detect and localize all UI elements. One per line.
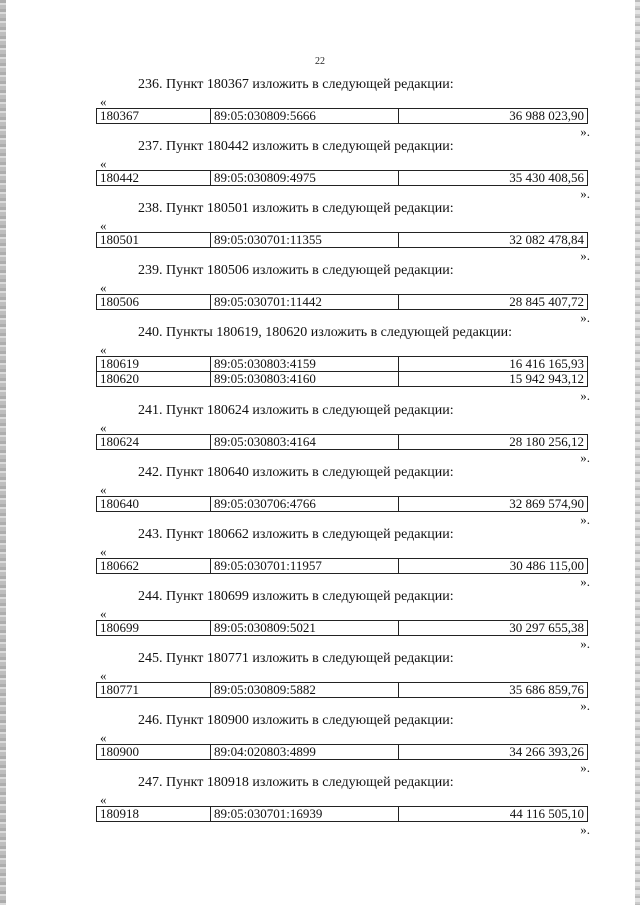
- amendment-instruction: 237. Пункт 180442 изложить в следующей редакции:: [138, 139, 454, 154]
- amendment-instruction: 246. Пункт 180900 изложить в следующей редакции:: [138, 713, 454, 728]
- cell-cadastral: 89:05:030803:4164: [211, 435, 399, 450]
- amendment-instruction: 242. Пункт 180640 изложить в следующей редакции:: [138, 465, 454, 480]
- amendment-block: [0, 324, 640, 402]
- close-quote: ».: [580, 124, 590, 139]
- open-quote: «: [100, 94, 107, 109]
- cell-value: 30 486 115,00: [399, 559, 588, 574]
- open-quote: «: [100, 280, 107, 295]
- amendment-instruction: 244. Пункт 180699 изложить в следующей редакции:: [138, 589, 454, 604]
- open-quote: «: [100, 544, 107, 559]
- close-quote: ».: [580, 186, 590, 201]
- close-quote: ».: [580, 698, 590, 713]
- amendment-block: [0, 712, 640, 774]
- cell-value: 28 180 256,12: [399, 435, 588, 450]
- close-quote: ».: [580, 450, 590, 465]
- open-quote: «: [100, 730, 107, 745]
- table-row: [97, 621, 588, 636]
- amendment-block: [0, 526, 640, 588]
- amendment-table: [96, 558, 588, 574]
- table-row: [97, 497, 588, 512]
- table-row: [97, 357, 588, 372]
- cell-value: 34 266 393,26: [399, 745, 588, 760]
- open-quote: «: [100, 792, 107, 807]
- cell-value: 32 869 574,90: [399, 497, 588, 512]
- close-quote: ».: [580, 248, 590, 263]
- table-row: [97, 109, 588, 124]
- cell-value: 36 988 023,90: [399, 109, 588, 124]
- cell-cadastral: 89:05:030809:5666: [211, 109, 399, 124]
- cell-cadastral: 89:05:030803:4159: [211, 357, 399, 372]
- cell-id: 180624: [97, 435, 211, 450]
- amendment-instruction: 245. Пункт 180771 изложить в следующей редакции:: [138, 651, 454, 666]
- amendment-instruction: 238. Пункт 180501 изложить в следующей редакции:: [138, 201, 454, 216]
- amendment-table: [96, 434, 588, 450]
- cell-value: 35 686 859,76: [399, 683, 588, 698]
- open-quote: «: [100, 420, 107, 435]
- cell-id: 180640: [97, 497, 211, 512]
- cell-value: 44 116 505,10: [399, 807, 588, 822]
- amendment-table: [96, 806, 588, 822]
- amendment-block: [0, 200, 640, 262]
- cell-value: 30 297 655,38: [399, 621, 588, 636]
- amendments-list: [0, 76, 640, 836]
- table-row: [97, 372, 588, 387]
- close-quote: ».: [580, 822, 590, 837]
- cell-id: 180620: [97, 372, 211, 387]
- page-number: 22: [315, 56, 325, 67]
- cell-id: 180442: [97, 171, 211, 186]
- close-quote: ».: [580, 760, 590, 775]
- table-row: [97, 295, 588, 310]
- amendment-instruction: 243. Пункт 180662 изложить в следующей редакции:: [138, 527, 454, 542]
- cell-value: 35 430 408,56: [399, 171, 588, 186]
- amendment-instruction: 239. Пункт 180506 изложить в следующей редакции:: [138, 263, 454, 278]
- cell-cadastral: 89:05:030701:11957: [211, 559, 399, 574]
- cell-cadastral: 89:05:030809:5882: [211, 683, 399, 698]
- open-quote: «: [100, 668, 107, 683]
- amendment-block: [0, 464, 640, 526]
- cell-value: 15 942 943,12: [399, 372, 588, 387]
- cell-cadastral: 89:05:030706:4766: [211, 497, 399, 512]
- close-quote: ».: [580, 310, 590, 325]
- close-quote: ».: [580, 574, 590, 589]
- close-quote: ».: [580, 636, 590, 651]
- table-row: [97, 435, 588, 450]
- cell-id: 180662: [97, 559, 211, 574]
- cell-id: 180771: [97, 683, 211, 698]
- cell-cadastral: 89:05:030701:11355: [211, 233, 399, 248]
- amendment-table: [96, 232, 588, 248]
- amendment-block: [0, 76, 640, 138]
- cell-cadastral: 89:05:030701:16939: [211, 807, 399, 822]
- close-quote: ».: [580, 388, 590, 403]
- amendment-table: [96, 496, 588, 512]
- cell-value: 16 416 165,93: [399, 357, 588, 372]
- cell-id: 180619: [97, 357, 211, 372]
- cell-cadastral: 89:04:020803:4899: [211, 745, 399, 760]
- amendment-block: [0, 774, 640, 836]
- amendment-instruction: 240. Пункты 180619, 180620 изложить в следующей редакции:: [138, 325, 513, 340]
- cell-id: 180699: [97, 621, 211, 636]
- open-quote: «: [100, 482, 107, 497]
- amendment-instruction: 236. Пункт 180367 изложить в следующей редакции:: [138, 77, 454, 92]
- cell-id: 180501: [97, 233, 211, 248]
- table-row: [97, 559, 588, 574]
- amendment-table: [96, 294, 588, 310]
- cell-id: 180367: [97, 109, 211, 124]
- amendment-table: [96, 744, 588, 760]
- table-row: [97, 233, 588, 248]
- amendment-table: [96, 356, 588, 387]
- amendment-instruction: 241. Пункт 180624 изложить в следующей редакции:: [138, 403, 454, 418]
- open-quote: «: [100, 606, 107, 621]
- table-row: [97, 171, 588, 186]
- amendment-block: [0, 588, 640, 650]
- cell-id: 180918: [97, 807, 211, 822]
- cell-cadastral: 89:05:030809:4975: [211, 171, 399, 186]
- amendment-block: [0, 402, 640, 464]
- table-row: [97, 683, 588, 698]
- open-quote: «: [100, 218, 107, 233]
- amendment-table: [96, 108, 588, 124]
- amendment-table: [96, 170, 588, 186]
- cell-id: 180900: [97, 745, 211, 760]
- amendment-table: [96, 620, 588, 636]
- table-row: [97, 807, 588, 822]
- open-quote: «: [100, 156, 107, 171]
- cell-value: 28 845 407,72: [399, 295, 588, 310]
- amendment-table: [96, 682, 588, 698]
- amendment-block: [0, 262, 640, 324]
- amendment-instruction: 247. Пункт 180918 изложить в следующей редакции:: [138, 775, 454, 790]
- close-quote: ».: [580, 512, 590, 527]
- cell-cadastral: 89:05:030809:5021: [211, 621, 399, 636]
- amendment-block: [0, 650, 640, 712]
- cell-value: 32 082 478,84: [399, 233, 588, 248]
- cell-id: 180506: [97, 295, 211, 310]
- amendment-block: [0, 138, 640, 200]
- cell-cadastral: 89:05:030803:4160: [211, 372, 399, 387]
- table-row: [97, 745, 588, 760]
- cell-cadastral: 89:05:030701:11442: [211, 295, 399, 310]
- open-quote: «: [100, 342, 107, 357]
